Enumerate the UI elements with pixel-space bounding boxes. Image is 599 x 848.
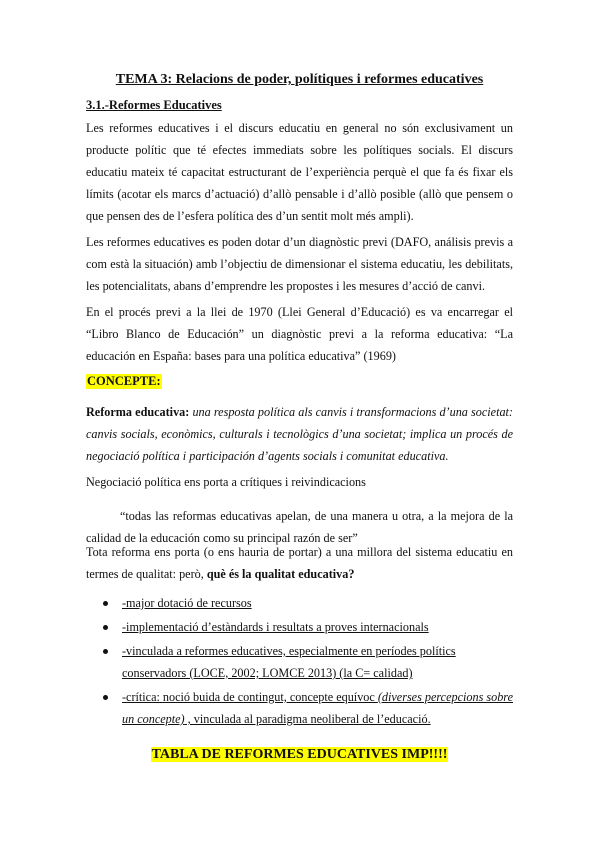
concept-label: CONCEPTE: xyxy=(87,374,161,388)
paragraph-libro-blanco: En el procés previ a la llei de 1970 (Llei General d’Educació) es va encarregar el “Libro Blanco de Educación” un diagnòstic previ a la reforma educativa: “La educación en España: bases para una política educativa” (1969) xyxy=(86,305,513,363)
bullet-text-start: -crítica: noció buida de contingut, concepte equívoc xyxy=(122,690,378,704)
bullet-text xyxy=(122,690,513,726)
paragraph-intro: Les reformes educatives i el discurs educatiu en general no són exclusivament un producte polític que té efectes immediats sobre les polítiques socials. El discurs educatiu mateix té capacitat estructurant de l’experiència perquè el que fa és fixar els límits (acotar els marcs d’actuació) d’allò pensable i d’allò posible (allò que pensem o que pensen des de l’esfera política des d’un sentit molt més ampli). xyxy=(86,121,513,223)
quality-question: què és la qualitat educativa? xyxy=(206,567,355,581)
bullet-icon xyxy=(103,649,108,654)
bullet-icon xyxy=(103,695,108,700)
bullet-text-end: , vinculada al paradigma neoliberal de l’educació. xyxy=(184,712,431,726)
document-title: TEMA 3: Relacions de poder, polítiques i reformes educatives xyxy=(115,72,484,87)
list-item xyxy=(86,592,516,614)
list-item xyxy=(86,640,516,684)
paragraph-negotiation: Negociació política ens porta a crítiques i reivindicacions xyxy=(86,475,366,489)
quality-bullet-list xyxy=(86,592,516,732)
paragraph-diagnostic: Les reformes educatives es poden dotar d’un diagnòstic previ (DAFO, análisis previs a com està la situación) amb l’objectiu de dimensionar el sistema educatiu, les debilitats, les potencialitats, abans d’emprendre les propostes i les mesures d’acció de canvi. xyxy=(86,235,513,293)
bullet-text-italic: (diverses percepcions sobre un concepte) xyxy=(122,690,513,726)
section-heading: 3.1.-Reformes Educatives xyxy=(86,98,222,112)
concept-term: Reforma educativa: xyxy=(86,405,190,419)
list-item xyxy=(86,616,516,638)
bullet-text: -implementació d’estàndards i resultats a proves internacionals xyxy=(122,620,429,634)
reforms-table-heading-wrapper xyxy=(0,743,599,765)
bullet-text: -vinculada a reformes educatives, especialmente en períodes polítics conservadors (LOCE, 2002; LOMCE 2013) (la C= calidad) xyxy=(122,644,456,680)
quote-paragraph: “todas las reformas educativas apelan, de una manera u otra, a la mejora de la calidad de la educación como su principal razón de ser” xyxy=(86,509,513,546)
bullet-icon xyxy=(103,601,108,606)
bullet-icon xyxy=(103,625,108,630)
concept-definition-paragraph xyxy=(86,401,513,467)
list-item xyxy=(86,686,516,730)
concept-definition: una resposta política als canvis i transformacions d’una societat: canvis socials, econòmics, culturals i tecnològics d’una societat; implica un procés de negociació política i participación d’agents socials i comunitat educativa. xyxy=(86,405,513,463)
reforms-table-heading: TABLA DE REFORMES EDUCATIVES IMP!!!! xyxy=(151,747,448,762)
bullet-text: -major dotació de recursos xyxy=(122,596,252,610)
paragraph-quality xyxy=(86,541,513,585)
quality-text: Tota reforma ens porta (o ens hauria de portar) a una millora del sistema educatiu en termes de qualitat: però, xyxy=(86,545,513,581)
